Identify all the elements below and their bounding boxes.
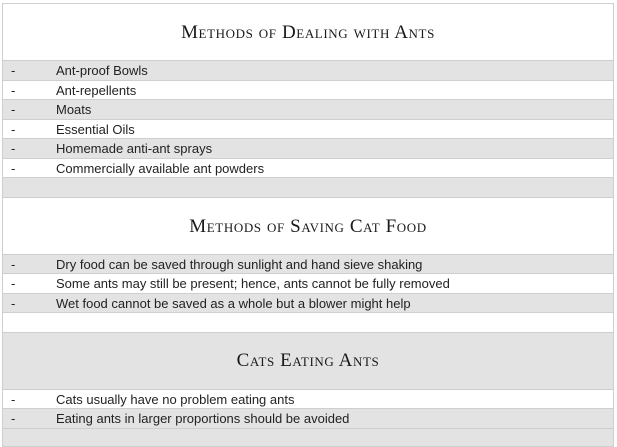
list-item xyxy=(3,158,613,178)
list-item-text: Ant-repellents xyxy=(56,81,136,100)
section-heading-saving-cat-food: Methods of Saving Cat Food xyxy=(3,197,613,254)
list-item xyxy=(3,60,613,80)
list-item-text: Eating ants in larger proportions should be avoided xyxy=(56,409,349,428)
spacer-row xyxy=(3,428,613,447)
list-item xyxy=(3,119,613,139)
spacer-row xyxy=(3,177,613,197)
list-item xyxy=(3,408,613,428)
list-item xyxy=(3,138,613,158)
bullet-dash: - xyxy=(11,255,15,274)
spacer-row xyxy=(3,312,613,332)
list-item xyxy=(3,254,613,274)
bullet-dash: - xyxy=(11,81,15,100)
bullet-dash: - xyxy=(11,294,15,313)
bullet-dash: - xyxy=(11,274,15,293)
bullet-dash: - xyxy=(11,100,15,119)
list-item-text: Ant-proof Bowls xyxy=(56,61,148,80)
list-item-text: Cats usually have no problem eating ants xyxy=(56,390,294,409)
bullet-dash: - xyxy=(11,61,15,80)
section-heading-dealing-with-ants: Methods of Dealing with Ants xyxy=(3,3,613,60)
bullet-dash: - xyxy=(11,120,15,139)
list-item-text: Moats xyxy=(56,100,91,119)
bullet-dash: - xyxy=(11,409,15,428)
bullet-dash: - xyxy=(11,159,15,178)
list-item-text: Some ants may still be present; hence, ants cannot be fully removed xyxy=(56,274,450,293)
list-item xyxy=(3,273,613,293)
list-item xyxy=(3,99,613,119)
list-item xyxy=(3,80,613,100)
list-item-text: Homemade anti-ant sprays xyxy=(56,139,212,158)
list-item-text: Dry food can be saved through sunlight and hand sieve shaking xyxy=(56,255,422,274)
list-item-text: Essential Oils xyxy=(56,120,135,139)
list-item xyxy=(3,293,613,313)
list-item-text: Commercially available ant powders xyxy=(56,159,264,178)
list-item-text: Wet food cannot be saved as a whole but a blower might help xyxy=(56,294,411,313)
bullet-dash: - xyxy=(11,139,15,158)
ants-methods-table xyxy=(2,3,614,447)
list-item xyxy=(3,389,613,409)
bullet-dash: - xyxy=(11,390,15,409)
section-heading-cats-eating-ants: Cats Eating Ants xyxy=(3,332,613,389)
